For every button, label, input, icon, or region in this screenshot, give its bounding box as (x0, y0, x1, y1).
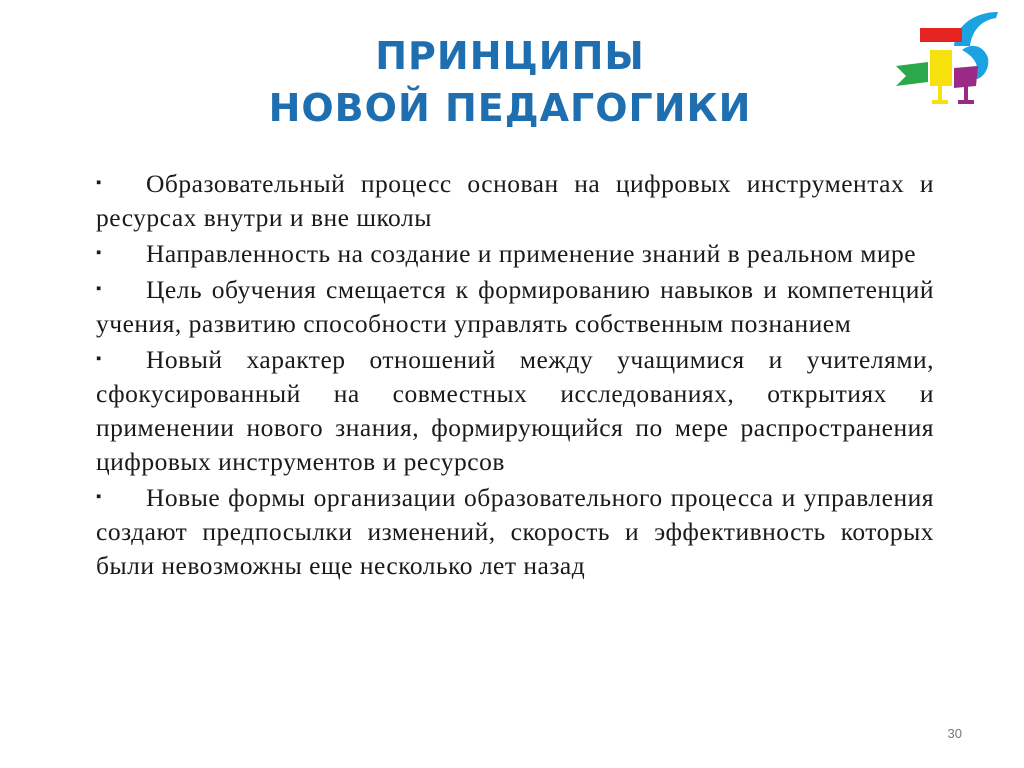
bullet-text: Цель обучения смещается к формированию навыков и компетенций учения, развитию способности управлять собственным познанием (96, 275, 934, 338)
slide-title (200, 30, 820, 134)
list-item (96, 480, 934, 583)
bullet-marker: ▪ (96, 489, 102, 505)
title-line-2: НОВОЙ ПЕДАГОГИКИ (268, 86, 752, 130)
bullet-text: Образовательный процесс основан на цифровых инструментах и ресурсах внутри и вне школы (96, 169, 934, 232)
list-item (96, 272, 934, 341)
bullet-list (96, 166, 934, 584)
bullet-text: Новые формы организации образовательного процесса и управления создают предпосылки изменений, скорость и эффективность которых были невозможны еще несколько лет назад (96, 483, 934, 580)
bullet-text: Новый характер отношений между учащимися и учителями, сфокусированный на совместных исследованиях, открытиях и применении нового знания, формирующийся по мере распространения цифровых инструментов и ресурсов (96, 345, 934, 476)
bullet-text: Направленность на создание и применение знаний в реальном мире (146, 239, 917, 268)
bullet-marker: ▪ (96, 281, 102, 297)
school-logo-icon (892, 6, 1002, 110)
page-number: 30 (947, 726, 962, 741)
list-item (96, 236, 934, 271)
bullet-marker: ▪ (96, 351, 102, 367)
title-line-1: ПРИНЦИПЫ (375, 34, 645, 78)
bullet-marker: ▪ (96, 245, 102, 261)
list-item (96, 342, 934, 479)
list-item (96, 166, 934, 235)
bullet-marker: ▪ (96, 175, 102, 191)
